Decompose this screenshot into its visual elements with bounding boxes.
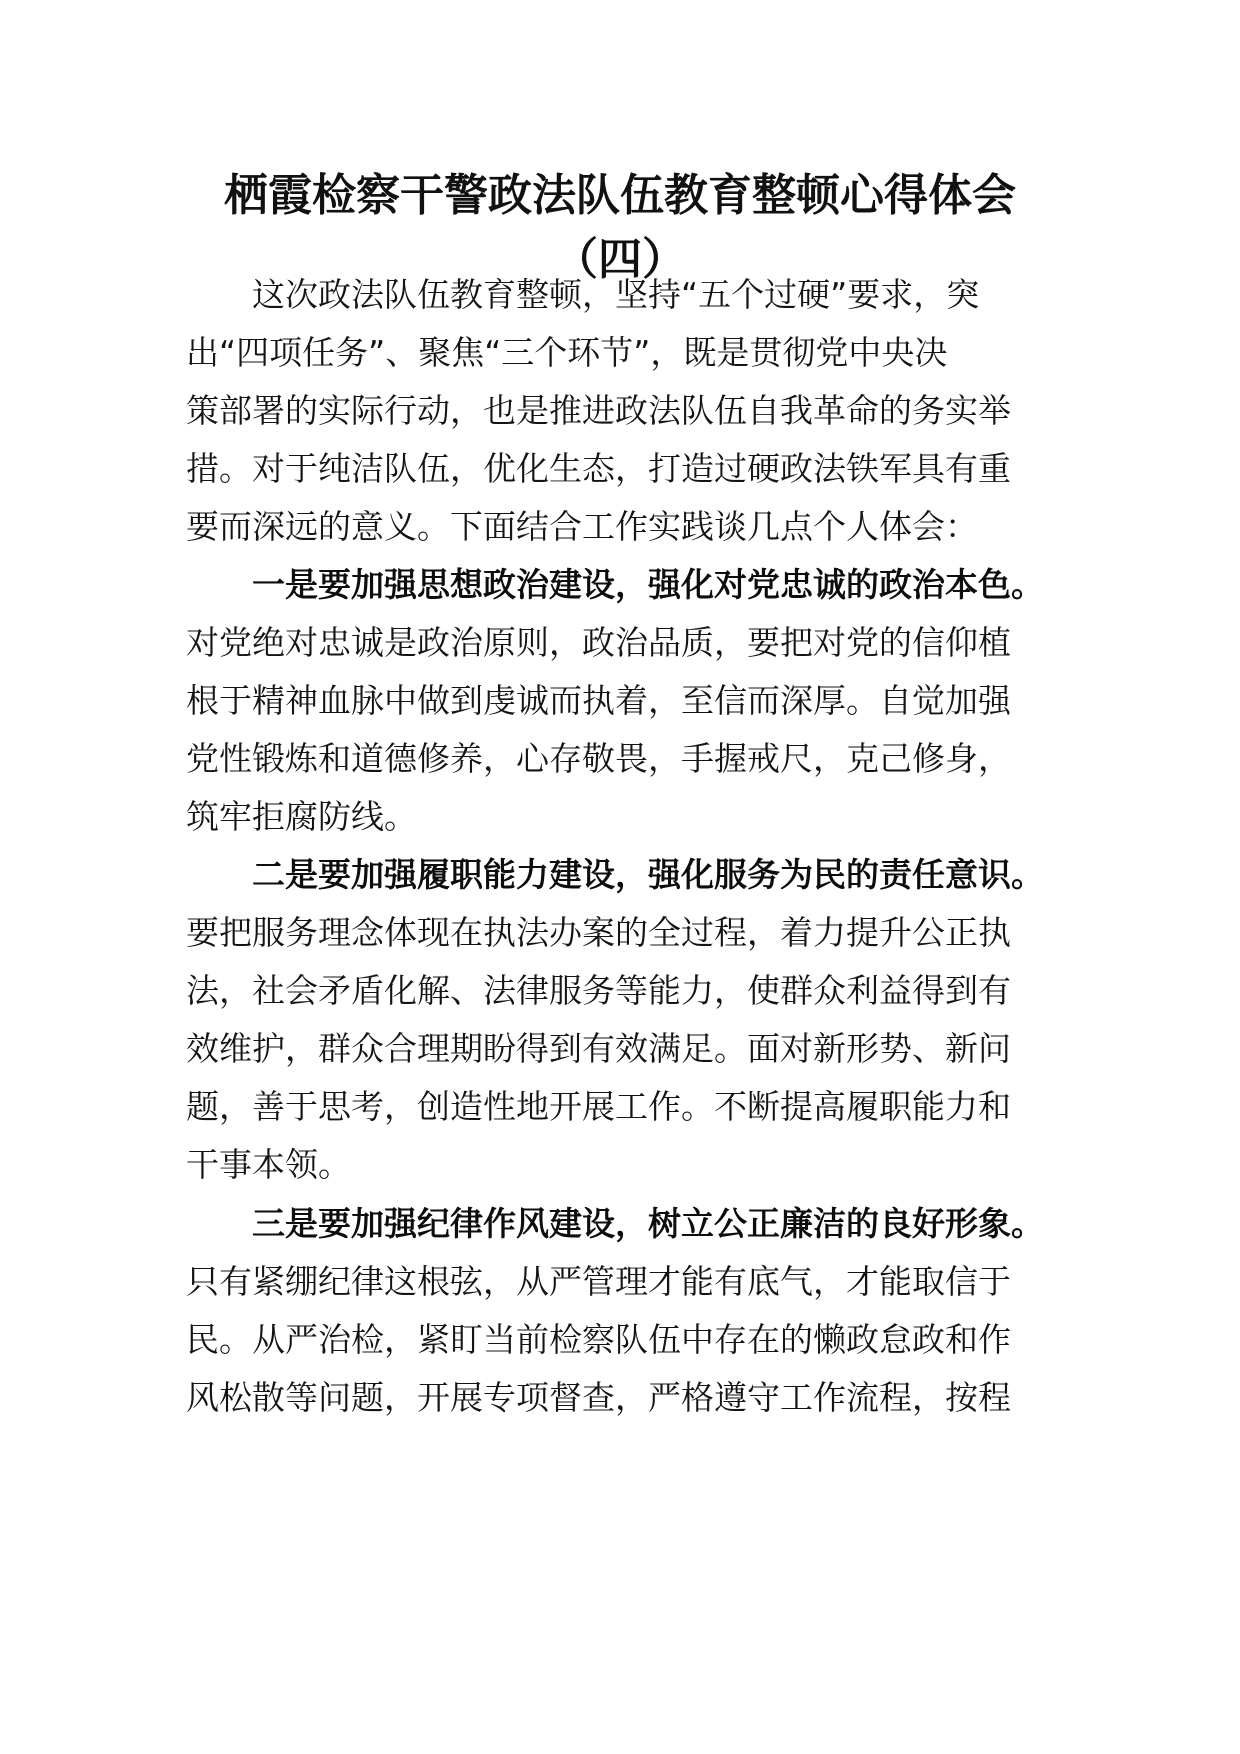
paragraph-intro-line: 要而深远的意义。下面结合工作实践谈几点个人体会： (186, 507, 978, 546)
paragraph-intro-line: 这次政法队伍教育整顿，坚持“五个过硬”要求，突 (252, 275, 980, 314)
document-title-number: （四） (554, 234, 686, 285)
paragraph-point-one-line: 筑牢拒腐防线。 (186, 797, 417, 836)
paragraph-point-two-line: 效维护，群众合理期盼得到有效满足。面对新形势、新问 (186, 1029, 1011, 1068)
paragraph-intro-line: 策部署的实际行动，也是推进政法队伍自我革命的务实举 (186, 391, 1011, 430)
paragraph-point-one-line: 根于精神血脉中做到虔诚而执着，至信而深厚。自觉加强 (186, 681, 1011, 720)
paragraph-point-one-line: 对党绝对忠诚是政治原则，政治品质，要把对党的信仰植 (186, 623, 1011, 662)
paragraph-point-three-line: 风松散等问题，开展专项督查，严格遵守工作流程，按程 (186, 1378, 1011, 1417)
paragraph-intro-line: 出“四项任务”、聚焦“三个环节”，既是贯彻党中央决 (186, 333, 948, 372)
heading-point-one: 一是要加强思想政治建设，强化对党忠诚的政治本色。 (252, 565, 1044, 604)
paragraph-intro-line: 措。对于纯洁队伍，优化生态，打造过硬政法铁军具有重 (186, 449, 1011, 488)
document-title: 栖霞检察干警政法队伍教育整顿心得体会 (224, 170, 1016, 221)
heading-point-two: 二是要加强履职能力建设，强化服务为民的责任意识。 (252, 855, 1044, 894)
paragraph-point-two-line: 干事本领。 (186, 1145, 351, 1184)
paragraph-point-three-line: 只有紧绷纪律这根弦，从严管理才能有底气，才能取信于 (186, 1262, 1011, 1301)
paragraph-point-two-line: 题，善于思考，创造性地开展工作。不断提高履职能力和 (186, 1087, 1011, 1126)
paragraph-point-one-line: 党性锻炼和道德修养，心存敬畏，手握戒尺，克己修身， (186, 739, 1011, 778)
heading-point-three: 三是要加强纪律作风建设，树立公正廉洁的良好形象。 (252, 1204, 1044, 1243)
paragraph-point-two-line: 法，社会矛盾化解、法律服务等能力，使群众利益得到有 (186, 971, 1011, 1010)
paragraph-point-two-line: 要把服务理念体现在执法办案的全过程，着力提升公正执 (186, 913, 1011, 952)
paragraph-point-three-line: 民。从严治检，紧盯当前检察队伍中存在的懒政怠政和作 (186, 1320, 1011, 1359)
